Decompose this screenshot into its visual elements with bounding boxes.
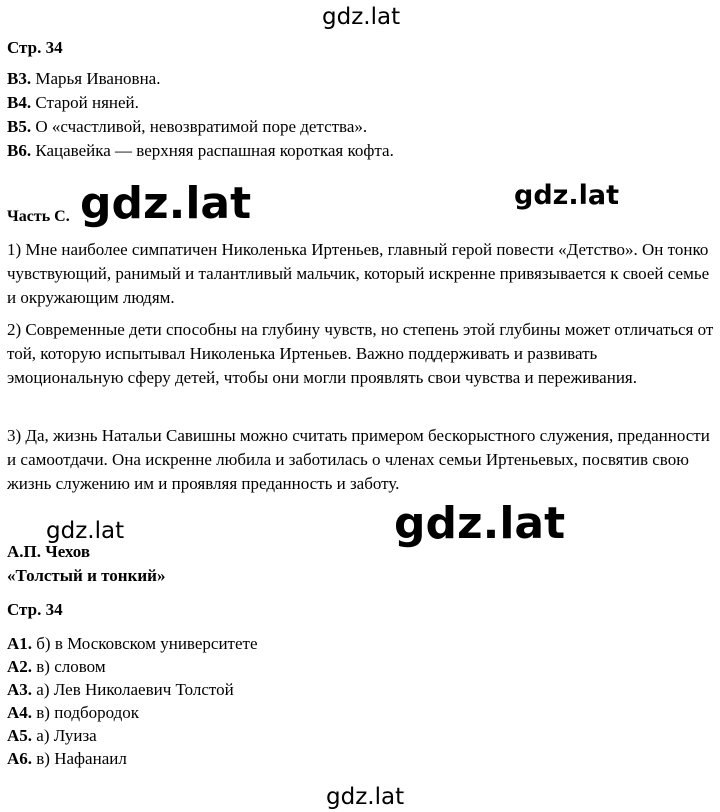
- answer-text: Марья Ивановна.: [31, 69, 161, 88]
- answer-item: [7, 67, 160, 90]
- answer-text: в) Нафанаил: [32, 749, 127, 768]
- answer-text: Кацавейка — верхняя распашная короткая кофта.: [31, 141, 394, 160]
- watermark-left-big: gdz.lat: [80, 178, 252, 229]
- author-name: А.П. Чехов: [7, 542, 91, 561]
- answer-item: [7, 678, 234, 701]
- answer-label: В5.: [7, 117, 32, 136]
- answer-text: а) Луиза: [32, 726, 97, 745]
- answer-text: б) в Московском университете: [32, 634, 258, 653]
- paragraph: 2) Современные дети способны на глубину чувств, но степень этой глубины может отличаться от той, которую испытывал Николенька Иртеньев. Важно поддерживать и развивать эмоциональную сферу детей, чтобы они могли проявлять свои чувства и переживания.: [7, 320, 714, 387]
- answer-text: О «счастливой, невозвратимой поре детства».: [31, 117, 368, 136]
- page-label: Стр. 34: [7, 38, 63, 57]
- answer-label: В4.: [7, 93, 32, 112]
- answer-text: Старой няней.: [31, 93, 139, 112]
- answer-item: [7, 701, 139, 724]
- answer-item: [7, 115, 367, 138]
- watermark-center-big: gdz.lat: [394, 498, 566, 549]
- answer-label: В6.: [7, 141, 32, 160]
- answer-label: В3.: [7, 69, 32, 88]
- answer-text: в) словом: [32, 657, 106, 676]
- answer-label: А1.: [7, 634, 33, 653]
- answer-text: в) подбородок: [32, 703, 140, 722]
- answer-label: А3.: [7, 680, 33, 699]
- answer-item: [7, 747, 127, 770]
- watermark-left-small: gdz.lat: [46, 518, 125, 544]
- watermark-top: gdz.lat: [322, 4, 401, 30]
- watermark-right-mid: gdz.lat: [514, 180, 620, 211]
- part-c-heading: Часть С.: [7, 208, 70, 225]
- paragraph: 3) Да, жизнь Натальи Савишны можно считать примером бескорыстного служения, преданности и самоотдачи. Она искренне любила и заботилась о членах семьи Иртеньевых, посвятив свою жизнь служению им и проявляя преданность и заботу.: [7, 426, 710, 493]
- answer-item: [7, 632, 258, 655]
- answer-item: [7, 655, 106, 678]
- answer-item: [7, 139, 394, 162]
- answer-label: А2.: [7, 657, 33, 676]
- work-title: «Толстый и тонкий»: [7, 566, 166, 585]
- page-label: Стр. 34: [7, 600, 63, 619]
- answer-label: А4.: [7, 703, 33, 722]
- paragraph: 1) Мне наиболее симпатичен Николенька Иртеньев, главный герой повести «Детство». Он тонко чувствующий, ранимый и талантливый мальчик, который искренне привязывается к своей семье и окружающим людям.: [7, 240, 710, 307]
- answer-item: [7, 91, 139, 114]
- answer-label: А6.: [7, 749, 33, 768]
- answer-label: А5.: [7, 726, 33, 745]
- answer-item: [7, 724, 97, 747]
- watermark-bottom: gdz.lat: [326, 784, 405, 810]
- answer-text: а) Лев Николаевич Толстой: [32, 680, 234, 699]
